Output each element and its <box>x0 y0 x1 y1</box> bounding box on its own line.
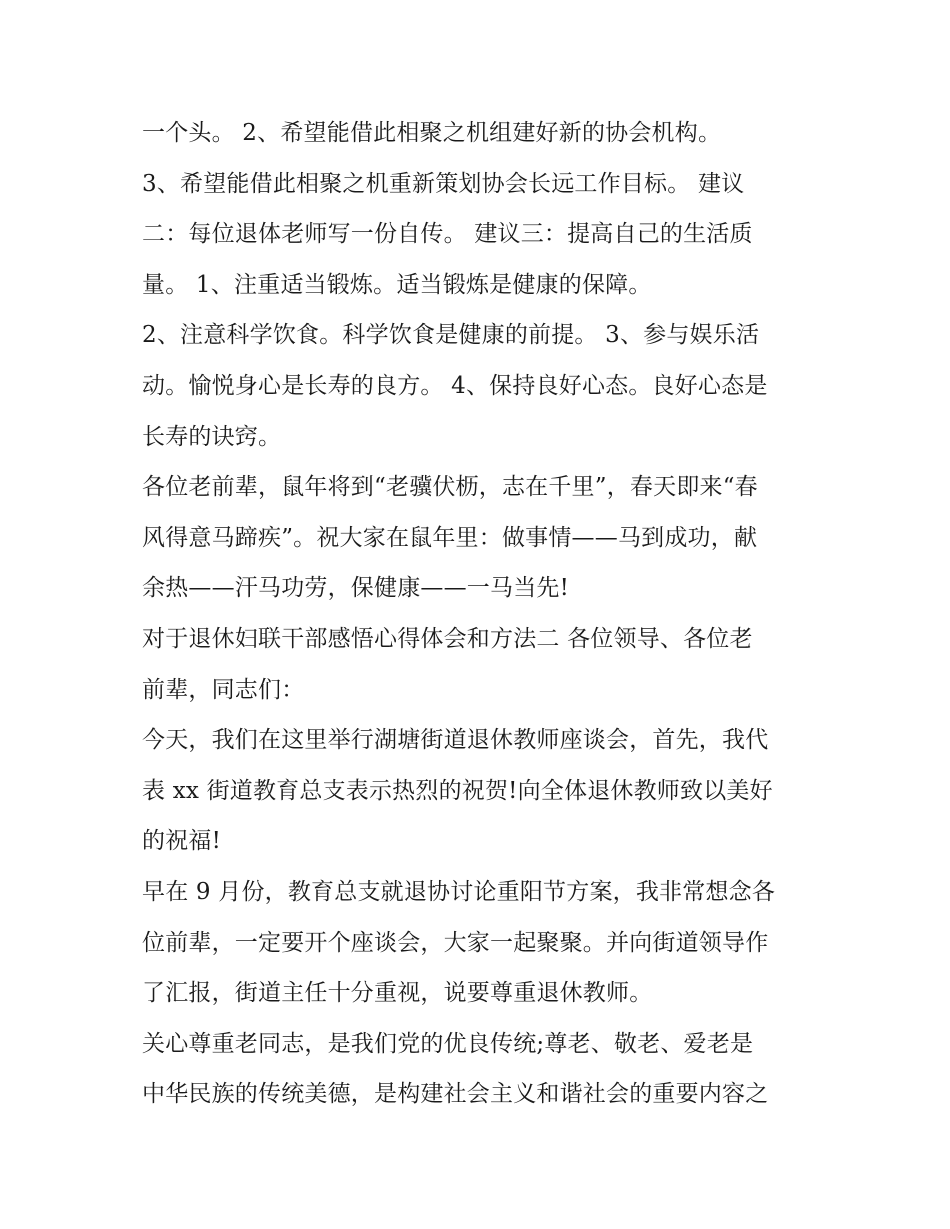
text-line: 量。 1、注重适当锻炼。适当锻炼是健康的保障。 <box>142 271 652 298</box>
text-line: 早在 9 月份，教育总支就退协讨论重阳节方案，我非常想念各 <box>142 878 776 905</box>
text-line: 表 xx 街道教育总支表示热烈的祝贺!向全体退休教师致以美好 <box>142 777 773 804</box>
document-body <box>142 108 832 1120</box>
text-line: 关心尊重老同志，是我们党的优良传统;尊老、敬老、爱老是 <box>142 1030 754 1057</box>
text-line: 位前辈，一定要开个座谈会，大家一起聚聚。并向街道领导作 <box>142 929 769 956</box>
text-line: 2、注意科学饮食。科学饮食是健康的前提。 3、参与娱乐活 <box>142 322 760 349</box>
text-line: 今天，我们在这里举行湖塘街道退休教师座谈会，首先，我代 <box>142 727 769 754</box>
text-line: 的祝福! <box>142 828 222 855</box>
text-line: 对于退休妇联干部感悟心得体会和方法二 各位领导、各位老 <box>142 625 753 652</box>
text-line: 了汇报，街道主任十分重视，说要尊重退休教师。 <box>142 980 653 1007</box>
text-line: 一个头。 2、希望能借此相聚之机组建好新的协会机构。 <box>142 120 722 146</box>
text-line: 动。愉悦身心是长寿的良方。 4、保持良好心态。良好心态是 <box>142 372 768 399</box>
text-line: 风得意马蹄疾”。祝大家在鼠年里：做事情——马到成功，献 <box>142 524 758 551</box>
text-line: 余热——汗马功劳，保健康——一马当先! <box>142 575 570 602</box>
text-line: 3、希望能借此相聚之机重新策划协会长远工作目标。 建议 <box>142 170 745 197</box>
text-line: 各位老前辈，鼠年将到“老骥伏枥，志在千里”，春天即来“春 <box>142 474 758 501</box>
text-line: 中华民族的传统美德，是构建社会主义和谐社会的重要内容之 <box>142 1081 769 1108</box>
text-line: 二：每位退体老师写一份自传。 建议三：提高自己的生活质 <box>142 221 753 248</box>
text-line: 长寿的诀窍。 <box>142 423 282 450</box>
text-line: 前辈，同志们： <box>142 676 305 703</box>
